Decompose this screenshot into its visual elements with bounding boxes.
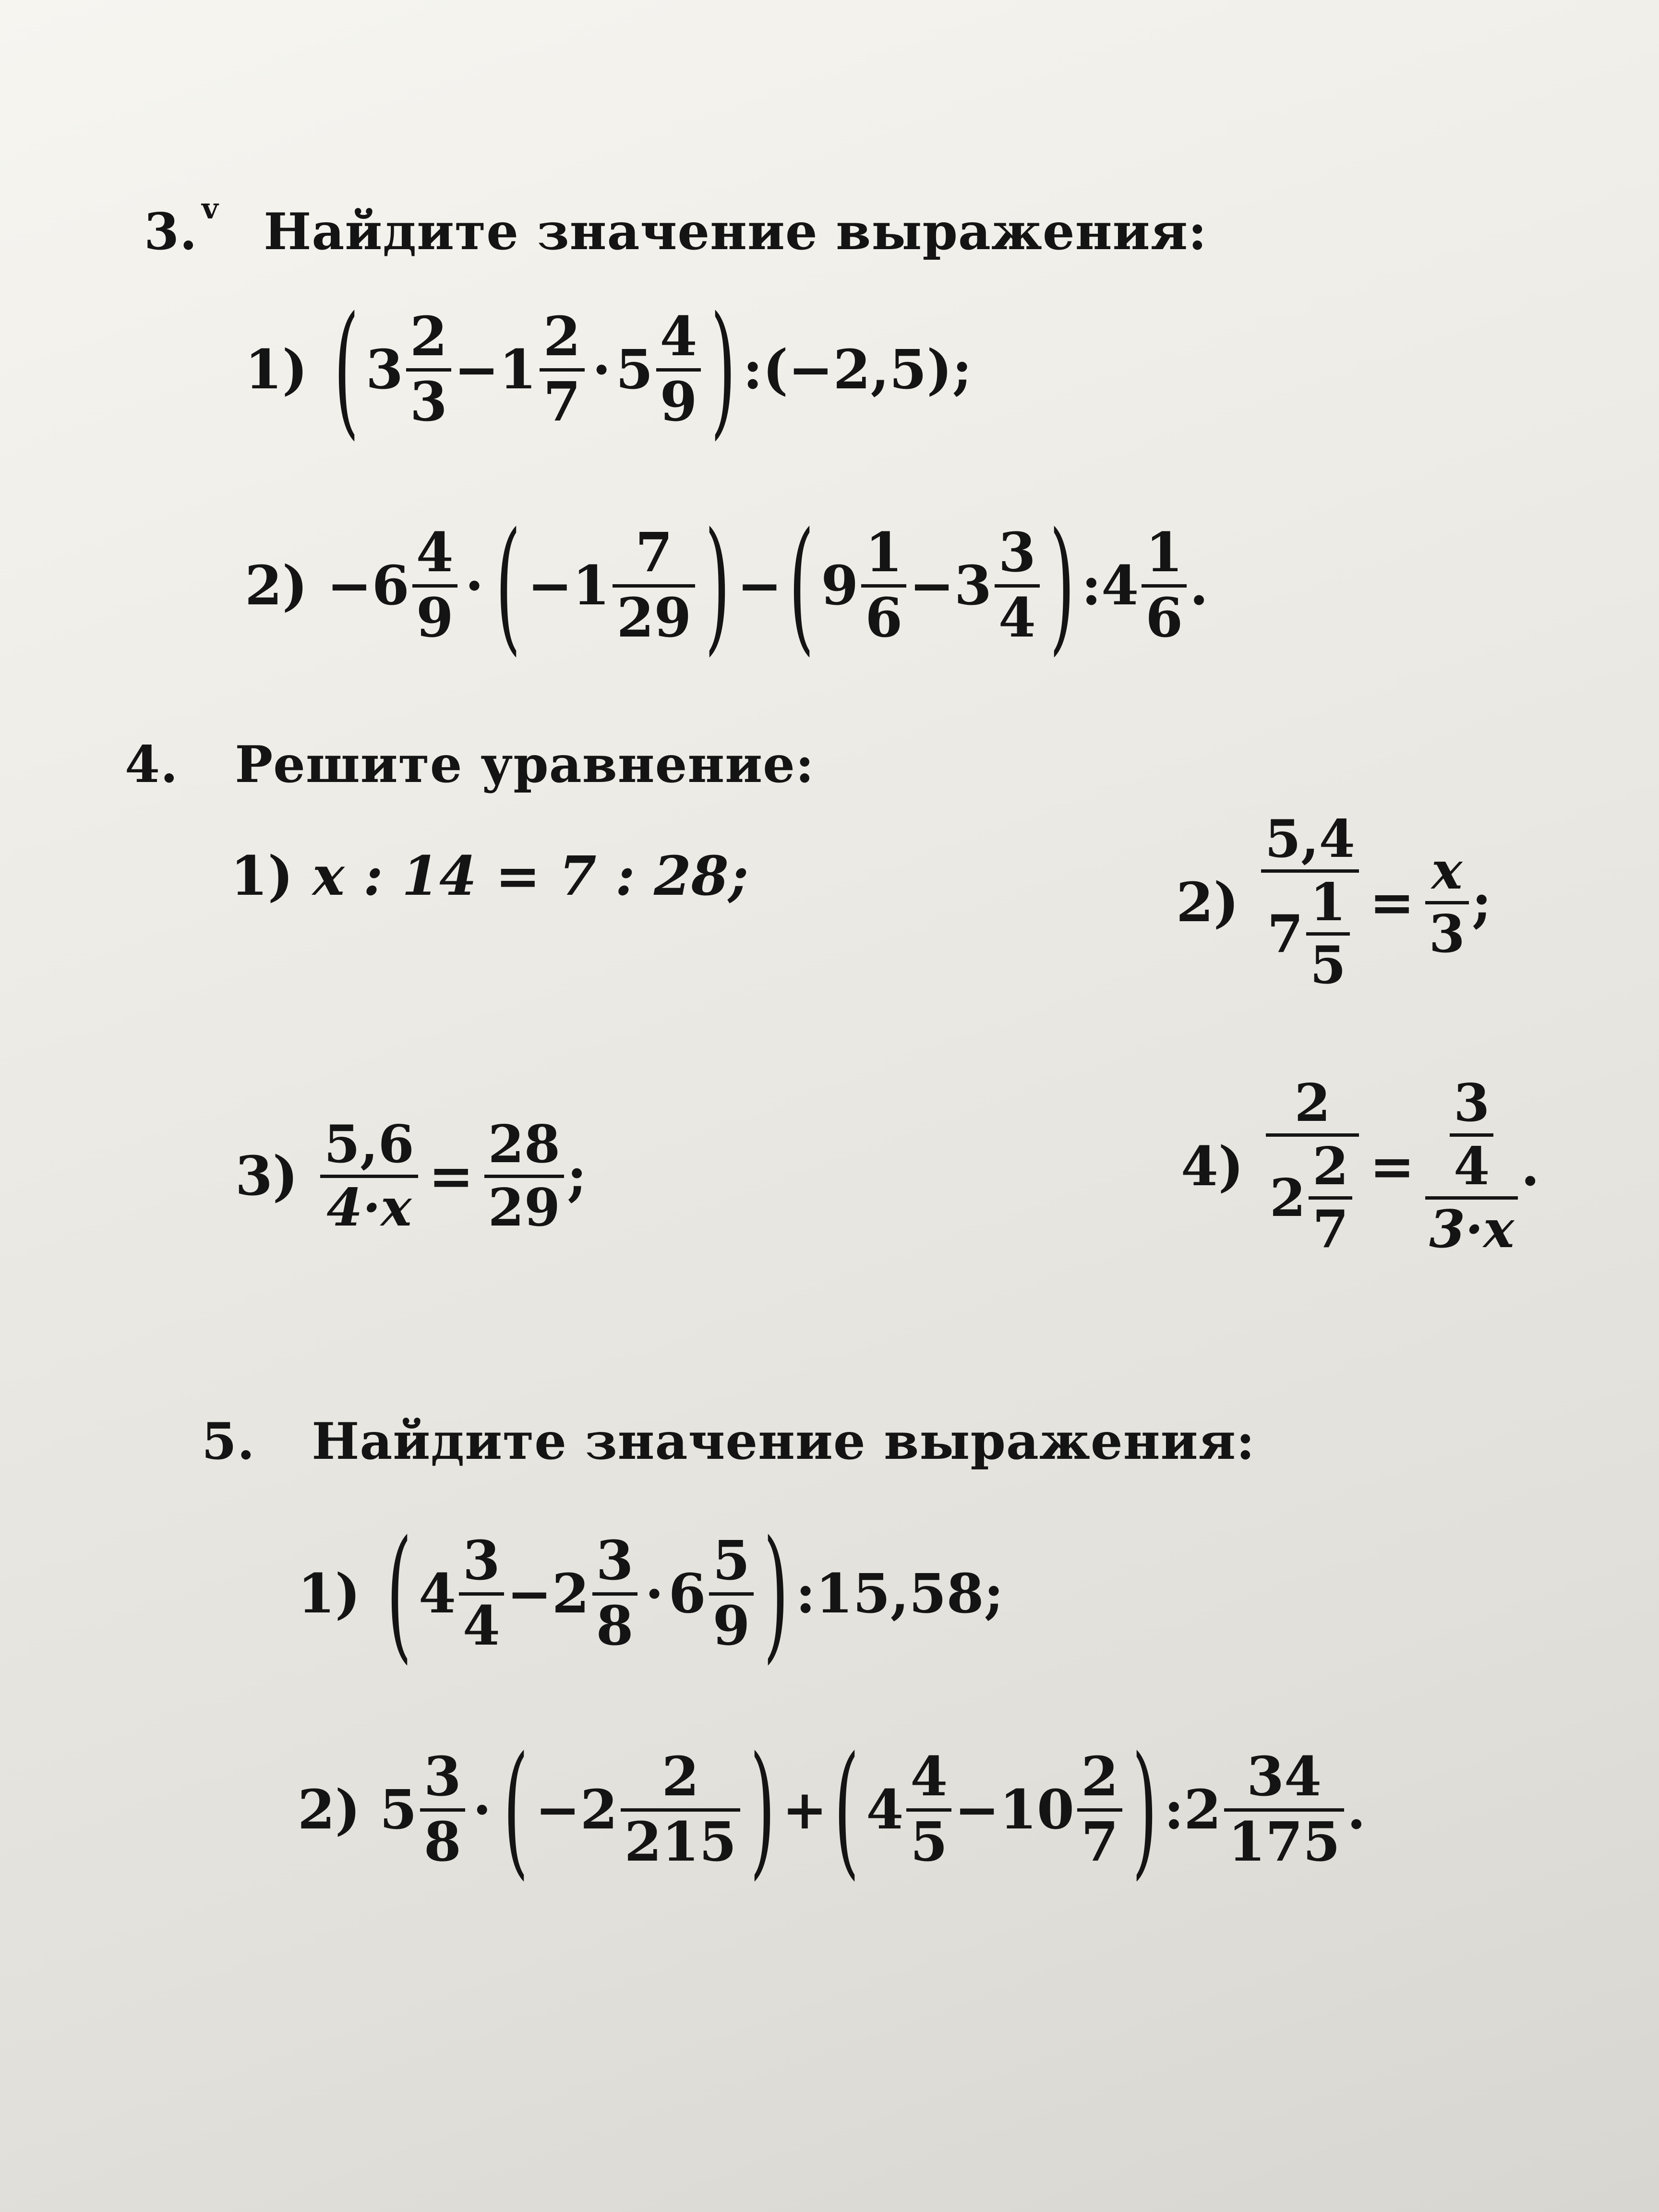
whole: −6 [326, 554, 409, 617]
mixed-number [866, 1745, 954, 1874]
denominator: 215 [624, 1810, 737, 1874]
mixed-number [1101, 521, 1190, 649]
semicolon: ; [566, 1144, 587, 1208]
denominator: 3 [409, 370, 447, 433]
whole: 7 [1267, 903, 1303, 964]
close-paren: ) [1132, 1726, 1157, 1893]
fraction [621, 1745, 741, 1874]
numerator: 3 [423, 1745, 461, 1808]
denominator [1263, 872, 1357, 996]
minus-sign: − [954, 1778, 1000, 1841]
mixed-number [535, 1745, 744, 1874]
whole: 5 [379, 1778, 417, 1841]
whole: 5 [615, 338, 653, 401]
close-paren: ) [1049, 502, 1075, 669]
divide-sign: : [1081, 554, 1102, 617]
denominator: 4 [998, 586, 1036, 649]
equals-sign: = [428, 1144, 474, 1208]
numerator: 1 [1310, 872, 1346, 933]
task4-heading [125, 734, 815, 794]
task4-number: 4. [125, 734, 179, 794]
whole: 2 [1269, 1167, 1306, 1228]
whole: 3 [954, 554, 992, 617]
fraction [1266, 1075, 1359, 1258]
task4-heading-text: Решите уравнение: [235, 734, 815, 794]
minus-sign: − [506, 1562, 552, 1625]
fraction [484, 1114, 564, 1238]
task3-heading [144, 192, 1207, 261]
mixed-number [1184, 1745, 1347, 1874]
task5-number: 5. [202, 1411, 255, 1471]
numerator: 3 [462, 1529, 500, 1592]
label: 4) [1181, 1135, 1244, 1198]
close-paren: ) [705, 502, 731, 669]
times-sign: · [645, 1562, 664, 1625]
open-paren: ( [789, 502, 815, 669]
whole: 10 [999, 1778, 1074, 1841]
fraction [995, 521, 1040, 649]
numerator: 2 [1312, 1136, 1349, 1197]
numerator: 1 [1145, 521, 1183, 584]
mixed-number [668, 1529, 757, 1658]
label: 2) [1176, 871, 1239, 934]
whole: 3 [365, 338, 403, 401]
numerator: 5 [712, 1529, 750, 1592]
fraction [420, 1745, 465, 1874]
mixed-number [326, 521, 460, 649]
mixed-number [999, 1745, 1125, 1874]
task4-equation-3 [235, 1104, 587, 1248]
fraction [1142, 521, 1187, 649]
task4-equation-4 [1181, 1018, 1539, 1315]
times-sign: · [465, 554, 484, 617]
close-paren: ) [763, 1510, 789, 1677]
denominator: 9 [416, 586, 454, 649]
mixed-number [365, 305, 454, 433]
mixed-number [954, 521, 1043, 649]
whole: 2 [1184, 1778, 1222, 1841]
whole: −2 [535, 1778, 618, 1841]
fraction [540, 305, 585, 433]
denominator: 4 [1454, 1136, 1490, 1197]
open-paren: ( [495, 502, 521, 669]
fraction [1261, 811, 1359, 994]
denominator: 7 [1081, 1810, 1118, 1874]
numerator: 1 [865, 521, 903, 584]
fraction [412, 521, 457, 649]
whole: 4 [1101, 554, 1139, 617]
fraction [1450, 1073, 1493, 1197]
denominator: 3 [1429, 903, 1465, 964]
mixed-number [379, 1745, 468, 1874]
fraction [1425, 840, 1469, 964]
numerator [1443, 1073, 1500, 1197]
denominator: 9 [712, 1594, 750, 1658]
mixed-number [1269, 1136, 1355, 1260]
label: 1) [298, 1562, 361, 1625]
open-paren: ( [334, 286, 359, 453]
numerator: x [1431, 840, 1463, 901]
denominator: 7 [543, 370, 581, 433]
numerator: 5,6 [324, 1114, 414, 1175]
whole: 9 [821, 554, 859, 617]
task5-expression-1 [298, 1507, 1004, 1680]
minus-sign: − [909, 554, 954, 617]
open-paren: ( [834, 1726, 860, 1893]
whole: 6 [668, 1562, 706, 1625]
numerator: 34 [1247, 1745, 1322, 1808]
fraction [592, 1529, 637, 1658]
task5-heading-text: Найдите значение выражения: [312, 1411, 1255, 1471]
fraction [613, 521, 695, 649]
numerator: 4 [660, 305, 697, 368]
whole: 1 [499, 338, 537, 401]
mixed-number [821, 521, 909, 649]
task4-equation-1 [230, 845, 748, 908]
numerator: 2 [543, 305, 581, 368]
numerator: 3 [998, 521, 1036, 584]
denominator: 29 [616, 586, 692, 649]
label: 3) [235, 1144, 298, 1208]
open-paren: ( [503, 1726, 529, 1893]
fraction [1425, 1075, 1518, 1258]
denominator: 5 [910, 1810, 948, 1874]
label: 1) [245, 338, 308, 401]
mixed-number [552, 1529, 640, 1658]
numerator: 3 [596, 1529, 634, 1592]
fraction [406, 305, 451, 433]
task5-heading [202, 1411, 1255, 1471]
fraction [1224, 1745, 1344, 1874]
fraction [1077, 1745, 1122, 1874]
numerator: 4 [416, 521, 454, 584]
fraction [320, 1114, 418, 1238]
denominator: 5 [1310, 935, 1346, 996]
denominator: 3·x [1429, 1199, 1515, 1260]
period: . [1521, 1135, 1540, 1198]
equals-sign: = [1369, 871, 1415, 934]
numerator: 2 [1081, 1745, 1118, 1808]
denominator: 8 [596, 1594, 634, 1658]
task3-expression-2 [245, 499, 1208, 672]
denominator [1266, 1136, 1359, 1260]
times-sign: · [472, 1778, 492, 1841]
fraction [656, 305, 701, 433]
numerator: 28 [488, 1114, 560, 1175]
mixed-number [1267, 872, 1353, 996]
open-paren: ( [386, 1510, 412, 1677]
fraction [709, 1529, 754, 1658]
divisor-text: :(−2,5); [743, 338, 972, 401]
mixed-number [615, 305, 704, 433]
equals-sign: = [1370, 1135, 1415, 1198]
denominator: 175 [1228, 1810, 1340, 1874]
label: 1) [230, 845, 293, 908]
period: . [1347, 1778, 1366, 1841]
equation-text: x : 14 = 7 : 28; [312, 845, 749, 908]
task5-expression-2 [298, 1719, 1366, 1901]
denominator: 8 [423, 1810, 461, 1874]
denominator: 6 [865, 586, 903, 649]
numerator: 5,4 [1264, 809, 1355, 870]
task3-heading-text: Найдите значение выражения: [264, 202, 1207, 261]
whole: 4 [866, 1778, 904, 1841]
minus-sign: − [454, 338, 499, 401]
check-mark: v [202, 192, 219, 226]
divisor-text: :15,58; [795, 1562, 1004, 1625]
plus-sign: + [782, 1778, 828, 1841]
numerator: 4 [910, 1745, 948, 1808]
numerator: 2 [1294, 1073, 1331, 1134]
whole: 2 [552, 1562, 589, 1625]
fraction [459, 1529, 504, 1658]
denominator: 6 [1145, 586, 1183, 649]
denominator: 29 [488, 1177, 560, 1238]
divide-sign: : [1164, 1778, 1184, 1841]
denominator: 4 [462, 1594, 500, 1658]
fraction [1309, 1136, 1352, 1260]
fraction [861, 521, 906, 649]
semicolon: ; [1471, 871, 1492, 934]
minus-sign: − [737, 554, 782, 617]
denominator: 7 [1312, 1199, 1349, 1260]
task3-number: 3. [144, 202, 198, 261]
whole: −1 [527, 554, 610, 617]
mixed-number [499, 305, 588, 433]
task4-equation-2 [1176, 787, 1491, 1018]
denominator: 4·x [326, 1177, 412, 1238]
fraction [906, 1745, 951, 1874]
label: 2) [298, 1778, 361, 1841]
close-paren: ) [710, 286, 736, 453]
task3-expression-1 [245, 283, 972, 456]
mixed-number [418, 1529, 507, 1658]
close-paren: ) [750, 1726, 776, 1893]
period: . [1190, 554, 1209, 617]
times-sign: · [592, 338, 611, 401]
label: 2) [245, 554, 308, 617]
numerator: 2 [661, 1745, 699, 1808]
fraction [1306, 872, 1350, 996]
numerator: 7 [635, 521, 673, 584]
whole: 4 [418, 1562, 456, 1625]
numerator: 3 [1454, 1073, 1490, 1134]
numerator: 2 [409, 305, 447, 368]
denominator: 9 [660, 370, 697, 433]
mixed-number [527, 521, 698, 649]
